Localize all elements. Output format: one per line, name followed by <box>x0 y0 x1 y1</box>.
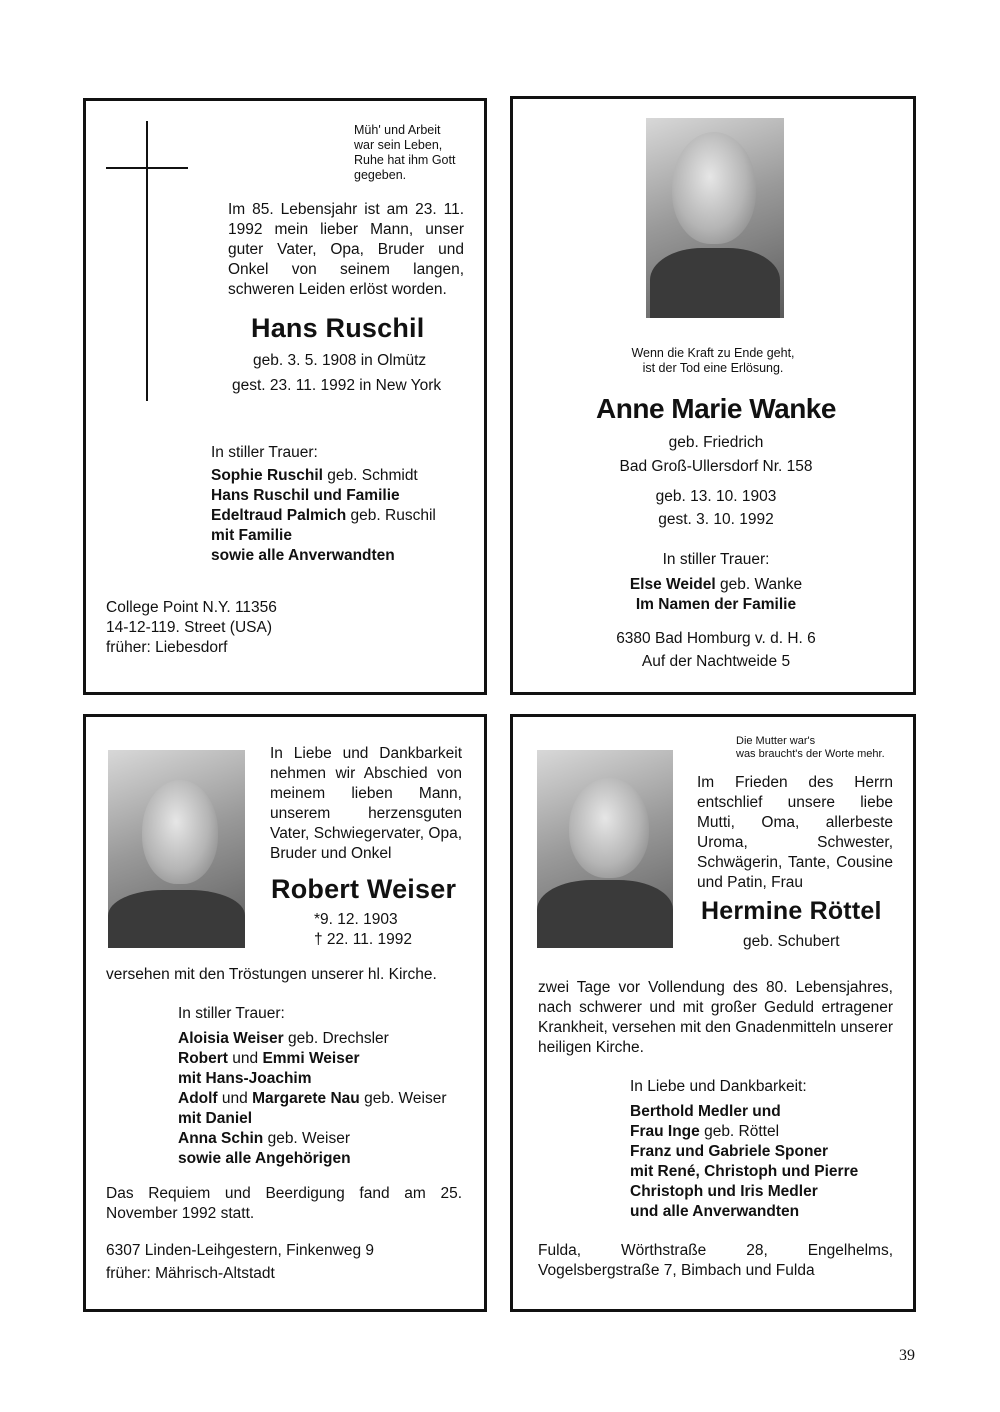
birth-date: *9. 12. 1903 <box>314 911 398 928</box>
motto: Müh' und Arbeit war sein Leben, Ruhe hat ihm Gott gegeben. <box>354 123 456 182</box>
birth-date: geb. 13. 10. 1903 <box>655 488 777 505</box>
text-block: zwei Tage vor Vollendung des 80. Lebensjahres, nach schwerer und mit großer Geduld ertragener Krankheit, versehen mit den Gnadenmitteln unserer heiligen Kirche. <box>538 979 893 1056</box>
portrait-photo <box>646 118 784 318</box>
mourners-block: In stiller Trauer: Sophie Ruschil geb. Schmidt Hans Ruschil und Familie Edeltraud Palmich geb. Ruschil mit Familie sowie alle Anverwandten <box>211 443 481 566</box>
address-block: College Point N.Y. 11356 14-12-119. Street (USA) früher: Liebesdorf <box>106 599 277 656</box>
mourning-label: In Liebe und Dankbarkeit: <box>630 1078 807 1095</box>
obituary-card-hans-ruschil <box>83 98 487 695</box>
obituary-card-robert-weiser <box>83 714 487 1312</box>
address-block: 6380 Bad Homburg v. d. H. 6 Auf der Nachtweide 5 <box>616 630 816 670</box>
mourning-label: In stiller Trauer: <box>211 444 318 461</box>
obituary-card-hermine-roettel <box>510 714 916 1312</box>
address-block: 6307 Linden-Leihgestern, Finkenweg 9 früher: Mährisch-Altstadt <box>106 1242 374 1282</box>
death-date: † 22. 11. 1992 <box>314 931 412 948</box>
motto: Die Mutter war's was braucht's der Worte mehr. <box>736 735 885 760</box>
mourning-label: In stiller Trauer: <box>662 551 770 568</box>
intro-text: In Liebe und Dankbarkeit nehmen wir Abschied von meinem lieben Mann, unserem herzensguten Vater, Schwiegervater, Opa, Bruder und Onkel <box>270 745 462 862</box>
cross-bar <box>106 167 188 169</box>
mourners-block: In Liebe und Dankbarkeit: Berthold Medler und Frau Inge geb. Röttel Franz und Gabriele Sponer mit René, Christoph und Pierre Christoph und Iris Medler und alle Anverwandten <box>630 1077 910 1222</box>
address-block: Fulda, Wörthstraße 28, Engelhelms, Vogelsbergstraße 7, Bimbach und Fulda <box>538 1242 893 1279</box>
birth-date: geb. 3. 5. 1908 in Olmütz <box>253 352 427 369</box>
death-date: gest. 3. 10. 1992 <box>658 511 774 528</box>
deceased-name: Robert Weiser <box>271 874 457 904</box>
requiem-text: Das Requiem und Beerdigung fand am 25. November 1992 statt. <box>106 1185 462 1222</box>
portrait-photo <box>537 750 673 948</box>
obituary-card-anne-marie-wanke <box>510 96 916 695</box>
birthplace: Bad Groß-Ullersdorf Nr. 158 <box>619 458 813 475</box>
mourning-label: In stiller Trauer: <box>178 1005 285 1022</box>
mourners-block: In stiller Trauer: Aloisia Weiser geb. Drechsler Robert und Emmi Weiser mit Hans-Joachim Adolf und Margarete Nau geb. Weiser mit Daniel Anna Schin geb. Weiser sowie alle Angehörigen <box>178 1004 478 1169</box>
portrait-photo <box>108 750 245 948</box>
cross-icon <box>146 121 148 401</box>
maiden-name: geb. Friedrich <box>668 434 764 451</box>
motto: Wenn die Kraft zu Ende geht, ist der Tod eine Erlösung. <box>631 346 795 375</box>
maiden-name: geb. Schubert <box>743 933 840 950</box>
deceased-name: Hans Ruschil <box>251 313 425 343</box>
intro-text: Im 85. Lebensjahr ist am 23. 11. 1992 mein lieber Mann, unser guter Vater, Opa, Bruder und Onkel von seinem langen, schweren Leiden erlöst worden. <box>228 201 464 298</box>
deceased-name: Hermine Röttel <box>701 897 882 925</box>
mourners-block: Else Weidel geb. Wanke Im Namen der Familie <box>629 576 803 613</box>
deceased-name: Anne Marie Wanke <box>596 393 836 424</box>
page-number: 39 <box>899 1347 915 1364</box>
intro-text: Im Frieden des Herrn entschlief unsere liebe Mutti, Oma, allerbeste Uroma, Schwester, Schwägerin, Tante, Cousine und Patin, Frau <box>697 774 893 891</box>
death-date: gest. 23. 11. 1992 in New York <box>232 377 442 394</box>
church-text: versehen mit den Tröstungen unserer hl. Kirche. <box>106 966 437 983</box>
